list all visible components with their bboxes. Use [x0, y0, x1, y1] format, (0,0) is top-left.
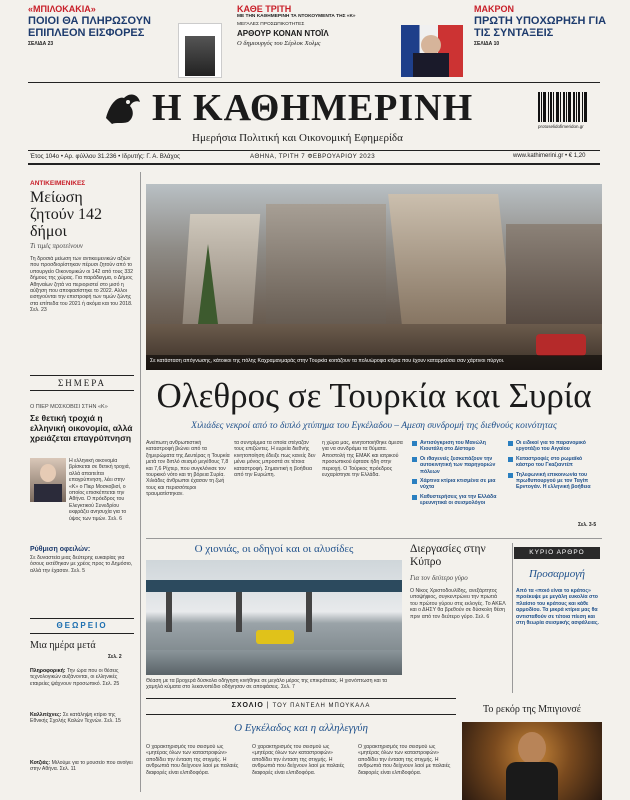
book-cover-photo: [178, 23, 222, 78]
bullet-item[interactable]: Οι ειδικοί για το παρανομικό εργοτάξιο του Αιγαίου: [508, 440, 600, 453]
lead-subhead: Χιλιάδες νεκροί από το διπλό χτύπημα του Εγκέλαδου – Αμεση συνδρομή της διεθνούς κοινότητας: [191, 421, 557, 431]
macron-photo: [401, 25, 463, 77]
left-teaser-kicker: «ΜΠΙΛΟΚΑΚΙΑ»: [28, 4, 96, 14]
lead-bullets-a: [412, 440, 504, 535]
issue-date: ΑΘΗΝΑ, ΤΡΙΤΗ 7 ΦΕΒΡΟΥΑΡΙΟΥ 2023: [250, 153, 376, 160]
divider: [28, 82, 600, 83]
item-text: Μιλούμε για το μουσείο που ανοίγει στην Αθήνα. Σελ. 11: [30, 760, 133, 773]
column-divider: [140, 172, 141, 792]
list-item[interactable]: [30, 668, 134, 696]
item-text: Σε κατάληψη κτίριο της Εθνικής Σχολής Καλών Τεχνών. Σελ. 15: [30, 712, 121, 725]
center-teaser-line2: ΜΕΓΑΛΕΣ ΠΡΟΣΩΠΙΚΟΤΗΤΕΣ: [237, 22, 305, 27]
divider: [146, 714, 456, 715]
site-price[interactable]: www.kathimerini.gr • € 1,20: [513, 153, 586, 159]
divider: [30, 375, 134, 376]
beyonce-photo: [462, 722, 602, 800]
theoreio-label: ΘΕΩΡΕΙΟ: [56, 621, 108, 630]
right-teaser-page: ΣΕΛΙΔΑ 10: [474, 41, 500, 47]
divider: [30, 633, 134, 634]
list-item[interactable]: [30, 712, 134, 740]
lead-column-1: Ανείπωτη ανθρωπιστική καταστροφή βιώνει από τα ξημερώματα της Δευτέρας η Τουρκία μετά τον διπλό σεισμό μεγέθους 7,8 και 7,6 Ρίχτερ, που συγκλόνισε τον τουρκικό νότο και τη βόρεια Συρία. Χιλιάδες άνθρωποι έχασαν τη ζωή τους και περισσότεροι τραυματίστηκαν.: [146, 440, 230, 498]
item-text: Την ώρα που οι θέσεις τεχνολογικών αυξάνονται, οι ελληνικές εταιρείες ψάχνουν προσωπικό. Σελ. 25: [30, 668, 120, 687]
editorial-label: ΚΥΡΙΟ ΑΡΘΡΟ: [514, 547, 600, 559]
barcode: [538, 92, 587, 122]
bullet-item[interactable]: Αντισύγκριση του Μανώλη Κιουτάλη στο Δίστομο: [412, 440, 504, 453]
list-item[interactable]: [30, 760, 134, 796]
center-teaser-subtitle: Ο δημιουργός του Σέρλοκ Χολμς: [237, 40, 321, 47]
divider: [28, 163, 600, 165]
masthead-tagline: Ημερήσια Πολιτική και Οικονομική Εφημερίδα: [192, 132, 403, 144]
scholio-column-3: Ο χαρακτηρισμός του σεισμού ως «μητέρας όλων των καταστροφών» αποδίδει την ένταση της στιγμής. Η ανθρωπιά που δείχνουν λαοί με παλαιές διαφορές είναι ελπιδοφόρα.: [358, 744, 451, 776]
owl-logo-icon: [100, 88, 145, 128]
lead-column-2: τα συντρίμμια τα οποία στέγαζαν τους επιζώντες. Η ευρεία διεθνής κινητοποίηση έδειξε πως κανείς δεν μένει μόνος μπροστά σε τέτοια καταστροφή. Σημαντική η βοήθεια από την Ευρώπη.: [234, 440, 316, 479]
photo-caption: Σε κατάσταση απόγνωσης, κάτοικοι της πόλης Καχραμανμαράς στην Τουρκία κοιτάζουν τα πολυώροφα κτίρια που έχουν καταρρεύσει σαν χάρτινοι πύργοι.: [150, 358, 505, 364]
scholio-label: ΣΧΟΛΙΟ: [231, 702, 264, 709]
divider: [30, 618, 134, 619]
bullet-item[interactable]: Καθυστερήσεις για την Ελλάδα ερευνητικά οι σεισμολόγοι: [412, 494, 504, 507]
divider: [28, 150, 600, 151]
issue-info: Έτος 104ο • Αρ. φύλλου 31.236 • Ιδρυτής: Γ. Α. Βλάχος: [30, 153, 180, 160]
editorial-body: Από τα «ποιό είναι το κράτος» προέκυψε με μεγάλη ευκολία στο πλαίσιο του κράτους και κάθε αρμοδίου. Τα μικρά κτίρια μας θα αντισταθούν σε τέτοια πίεση και στη θεωρία σεισμικής ασφάλειας.: [516, 588, 599, 627]
divider: [146, 538, 602, 539]
interview-body: Η ελληνική οικονομία βρίσκεται σε θετική τροχιά, αλλά απαιτείται επαγρύπνηση, λέει στην «Κ» ο Πιερ Μοσκοβισί, ο οποίος επισκέπτεται την Αθήνα. Ο πρόεδρος του Ελεγκτικού Συνεδρίου εκφράζει ανησυχία για το ύψος των τιμών. Σελ. 6: [69, 458, 131, 522]
right-teaser-kicker: ΜΑΚΡΟΝ: [474, 4, 514, 14]
item-head: Καλλιτέχνες:: [30, 712, 62, 718]
cyprus-subtitle: Για τον δεύτερο γύρο: [410, 574, 468, 582]
lead-headline[interactable]: Ολεθρος σε Τουρκία και Συρία: [156, 376, 592, 415]
ruthmisi-title[interactable]: Ρύθμιση οφειλών:: [30, 546, 91, 553]
bullet-item[interactable]: Χάρτινα κτίρια κτισμένα σε μια νύχτα: [412, 478, 504, 491]
lead-column-3: η χώρα μας, κινητοποιήθηκε άμεσα για να συνδράμει τα θύματα. Αποστολή της ΕΜΑΚ και ιατρικού προσωπικού έφτασε ήδη στην περιοχή. Ο Τούρκος πρόεδρος ευχαρίστησε την Ελλάδα.: [322, 440, 403, 479]
left-title[interactable]: Μείωση ζητούν 142 δήμοι: [30, 189, 102, 240]
masthead-title: Η ΚΑΘΗΜΕΡΙΝΗ: [152, 87, 474, 129]
cyprus-title[interactable]: Διεργασίες στην Κύπρο: [410, 543, 486, 568]
lead-pages: Σελ. 3-5: [578, 522, 597, 528]
item-head: Πληροφορική:: [30, 668, 66, 674]
left-teaser-title[interactable]: ΠΟΙΟΙ ΘΑ ΠΛΗΡΩΣΟΥΝ ΕΠΙΠΛΕΟΝ ΕΙΣΦΟΡΕΣ: [28, 15, 151, 39]
right-teaser-title[interactable]: ΠΡΩΤΗ ΥΠΟΧΩΡΗΣΗ ΓΙΑ ΤΙΣ ΣΥΝΤΑΞΕΙΣ: [474, 15, 607, 39]
scholio-column-1: Ο χαρακτηρισμός του σεισμού ως «μητέρας όλων των καταστροφών» αποδίδει την ένταση της στιγμής. Η ανθρωπιά που δείχνουν λαοί με παλαιές διαφορές είναι ελπιδοφόρα.: [146, 744, 239, 776]
left-kicker: ΑΝΤΙΚΕΙΜΕΝΙΚΕΣ: [30, 180, 86, 187]
editorial-title[interactable]: Προσαρμογή: [528, 568, 585, 580]
left-teaser-page: ΣΕΛΙΔΑ 23: [28, 41, 54, 47]
theoreio-title[interactable]: Μια ημέρα μετά: [30, 640, 96, 651]
interview-author: Ο ΠΙΕΡ ΜΟΣΚΟΒΙΣΙ ΣΤΗΝ «Κ»: [30, 404, 108, 410]
ruthmisi-body: Σε δυναστεία μιας δεύτερης ευκαιρίας για όσους εκτέθηκαν με χρέος προς το Δημόσιο, αλλά την έχασαν. Σελ. 5: [30, 555, 133, 574]
beyonce-title[interactable]: Το ρεκόρ της Μπιγιονσέ: [483, 704, 581, 715]
cyprus-body: Ο Νίκος Χριστοδουλίδης, ανεξάρτητος υποψήφιος, συγκεντρώνει την πρωτιά του πρώτου γύρου στις εκλογές. Το ΑΚΕΛ και ο ΔΗΣΥ θα βρεθούν σε δύσκολη θέση πριν από τον δεύτερο γύρο. Σελ. 6: [410, 588, 506, 620]
scholio-author: ΤΟΥ ΠΑΝΤΕΛΗ ΜΠΟΥΚΑΛΑ: [272, 703, 371, 709]
item-head: Κοτζιάς:: [30, 760, 51, 766]
bullet-item[interactable]: Οι ιθαγενείς ξεσκεπάζουν την αυτοκινητική των παρηγοριών πόλεων: [412, 456, 504, 475]
left-subtitle: Τι τιμές προτείνουν: [30, 242, 84, 250]
barcode-text: protoselidofimeridon.gr: [538, 124, 584, 129]
center-teaser-title[interactable]: ΑΡΘΟΥΡ ΚΟΝΑΝ ΝΤΟΪΛ: [237, 29, 329, 38]
theoreio-page: Σελ. 2: [108, 654, 122, 660]
scholio-title[interactable]: Ο Εγκέλαδος και η αλληλεγγύη: [234, 722, 368, 734]
moscovici-photo: [30, 458, 66, 502]
left-body: Τη δροσιά μείωση των αντικειμενικών αξιών που προσδιορίστηκαν πέρυσι ζητούν από το υπουργείο Οικονομικών οι 142 από τους 332 δήμους της χώρας. Για παράδειγμα, ο Δήμος Αθηναίων ζητά να περιοριστεί στο μισό η αύξηση που αποφασίστηκε το 2022. Αλλοι εισηγούνται την επιστροφή των τιμών ζώνης στα επίπεδα του 2021 ή ακόμα και του 2018. Σελ. 23: [30, 256, 134, 314]
simera-label: ΣΗΜΕΡΑ: [58, 378, 106, 388]
bullet-item[interactable]: Τηλεφωνική επικοινωνία του πρωθυπουργού με τον Ταγίπ Ερντογάν. Η ελληνική βοήθεια: [508, 472, 600, 491]
earthquake-photo: [146, 184, 602, 370]
center-teaser-line1: ΜΕ ΤΗΝ ΚΑΘΗΜΕΡΙΝΗ ΤΑ ΝΤΟΚΟΥΜΕΝΤΑ ΤΗΣ «Κ»: [237, 14, 356, 19]
bullet-item[interactable]: Καταστροφές στο ρωμαϊκό κάστρο του Γκαζιαντέπ: [508, 456, 600, 469]
snow-caption: Θέαση με τα βροχερά δύσκολα οδήγηση κινήθηκε σε μεγάλο μέρος της επικράτειας. Η χιονόπτωση και τα χαμηλά κύματα στο λεκανοπέδιο οδήγησαν σε αποφάσεις. Σελ. 7: [146, 678, 388, 691]
scholio-column-2: Ο χαρακτηρισμός του σεισμού ως «μητέρας όλων των καταστροφών» αποδίδει την ένταση της στιγμής. Η ανθρωπιά που δείχνουν λαοί με παλαιές διαφορές είναι ελπιδοφόρα.: [252, 744, 345, 776]
snow-traffic-photo: [146, 560, 402, 675]
divider: [146, 698, 456, 699]
divider: [30, 390, 134, 391]
center-teaser-kicker: ΚΑΘΕ ΤΡΙΤΗ: [237, 4, 292, 14]
column-label: ΣΧΟΛΙΟ | ΤΟΥ ΠΑΝΤΕΛΗ ΜΠΟΥΚΑΛΑ: [231, 702, 371, 709]
snow-title[interactable]: Ο χιονιάς, οι οδηγοί και οι αλυσίδες: [194, 543, 354, 555]
lead-bullets-b: [508, 440, 600, 535]
interview-title[interactable]: Σε θετική τροχιά η ελληνική οικονομία, αλλά χρειάζεται επαγρύπνηση: [30, 413, 133, 443]
